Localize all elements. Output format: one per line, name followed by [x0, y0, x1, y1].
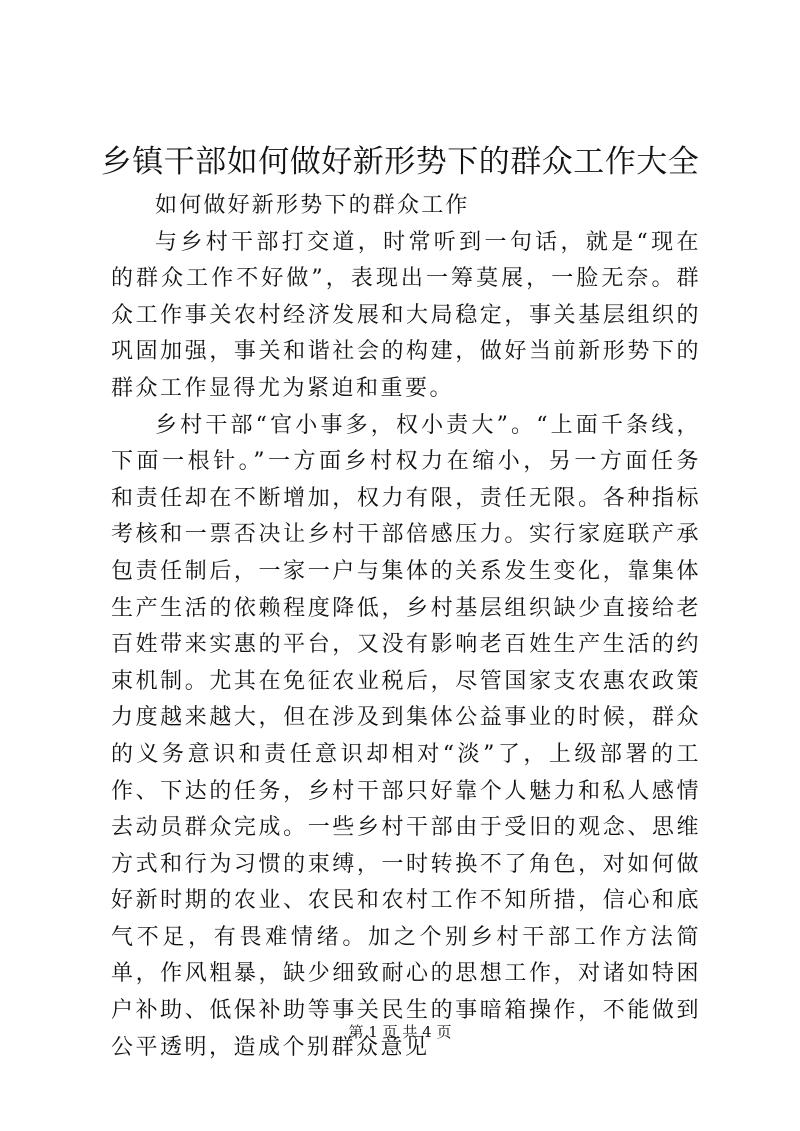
- section-heading: 如何做好新形势下的群众工作: [155, 193, 470, 218]
- document-title: 乡镇干部如何做好新形势下的群众工作大全: [100, 144, 700, 180]
- document-body: [111, 188, 701, 1066]
- paragraph: 与乡村干部打交道，时常听到一句话，就是“现在的群众工作不好做”，表现出一筹莫展，一脸无奈。群众工作事关农村经济发展和大局稳定，事关基层组织的巩固加强，事关和谐社会的构建，做好当前新形势下的群众工作显得尤为紧迫和重要。: [111, 229, 701, 401]
- paragraph: 乡村干部“官小事多，权小责大”。“上面千条线，下面一根针。”一方面乡村权力在缩小，另一方面任务和责任却在不断增加，权力有限，责任无限。各种指标考核和一票否决让乡村干部倍感压力。实行家庭联产承包责任制后，一家一户与集体的关系发生变化，靠集体生产生活的依赖程度降低，乡村基层组织缺少直接给老百姓带来实惠的平台，又没有影响老百姓生产生活的约束机制。尤其在免征农业税后，尽管国家支农惠农政策力度越来越大，但在涉及到集体公益事业的时候，群众的义务意识和责任意识却相对“淡”了，上级部署的工作、下达的任务，乡村干部只好靠个人魅力和私人感情去动员群众完成。一些乡村干部由于受旧的观念、思维方式和行为习惯的束缚，一时转换不了角色，对如何做好新时期的农业、农民和农村工作不知所措，信心和底气不足，有畏难情绪。加之个别乡村干部工作方法简单，作风粗暴，缺少细致耐心的思想工作，对诸如特困户补助、低保补助等事关民生的事暗箱操作，不能做到公平透明，造成个别群众意见: [111, 412, 701, 1060]
- page-number-footer: 第 1 页 共 4 页: [348, 1023, 452, 1041]
